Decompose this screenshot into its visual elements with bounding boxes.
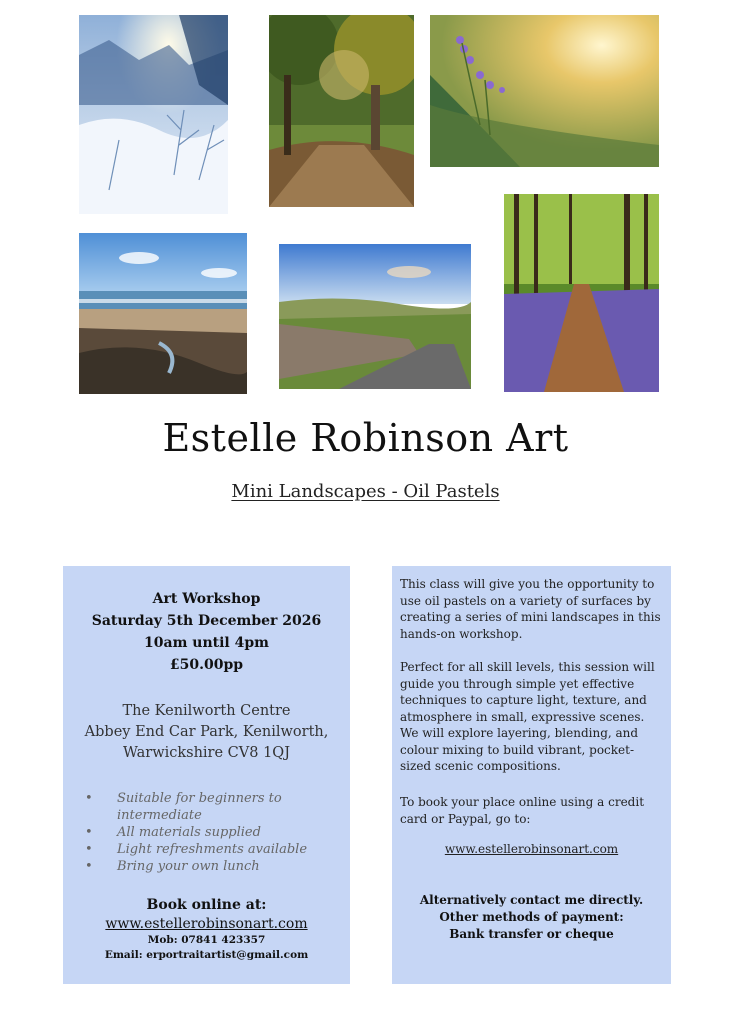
list-item: • All materials supplied [81,824,341,841]
description-paragraph-2: Perfect for all skill levels, this session will guide you through simple yet effective techniques to capture light, texture, and atmosphere in small, expressive scenes. We will explore layering, blending, and colour mixing to build vibrant, pocket-sized scenic compositions. [400,660,655,773]
list-item: • Suitable for beginners to intermediate [81,790,341,824]
venue-address [63,701,350,764]
mobile-number: Mob: 07841 423357 [147,934,266,946]
venue-name: The Kenilworth Centre [122,703,291,719]
rocky-beach-photo [79,233,247,394]
features-list [81,790,341,875]
list-item: • Bring your own lunch [81,858,341,875]
bluebell-woodland-path-photo [504,194,659,392]
class-description-panel [392,566,671,984]
country-road-hills-photo [279,244,471,389]
contact-line-2: Other methods of payment: [439,910,624,924]
email-address: Email: erportraitartist@gmail.com [104,949,309,961]
website-link[interactable]: www.estellerobinsonart.com [105,916,308,932]
contact-info [392,892,671,943]
workshop-time: 10am until 4pm [144,635,269,651]
address-line-1: Abbey End Car Park, Kenilworth, [84,724,329,740]
list-item: • Light refreshments available [81,841,341,858]
workshop-date: Saturday 5th December 2026 [91,613,322,629]
workshop-price: £50.00pp [169,657,244,673]
address-line-2: Warwickshire CV8 1QJ [122,745,291,761]
description-paragraph-1: This class will give you the opportunity to use oil pastels on a variety of surfaces by creating a series of mini landscapes in this hands-on workshop. [400,577,661,641]
booking-info [63,895,350,963]
autumn-tree-avenue-photo [269,15,414,207]
workshop-details-panel [63,566,350,984]
workshop-heading: Art Workshop [152,591,261,607]
book-online-heading: Book online at: [146,897,267,913]
contact-line-1: Alternatively contact me directly. [419,893,644,907]
contact-line-3: Bank transfer or cheque [449,927,614,941]
frosted-winter-plants-photo [79,15,228,214]
page-title: Estelle Robinson Art [162,416,569,460]
booking-paragraph: To book your place online using a credit card or Paypal, go to: [400,795,645,826]
page-subtitle: Mini Landscapes - Oil Pastels [231,481,500,502]
website-link[interactable]: www.estellerobinsonart.com [444,842,619,856]
bluebell-sunlight-photo [430,15,659,167]
